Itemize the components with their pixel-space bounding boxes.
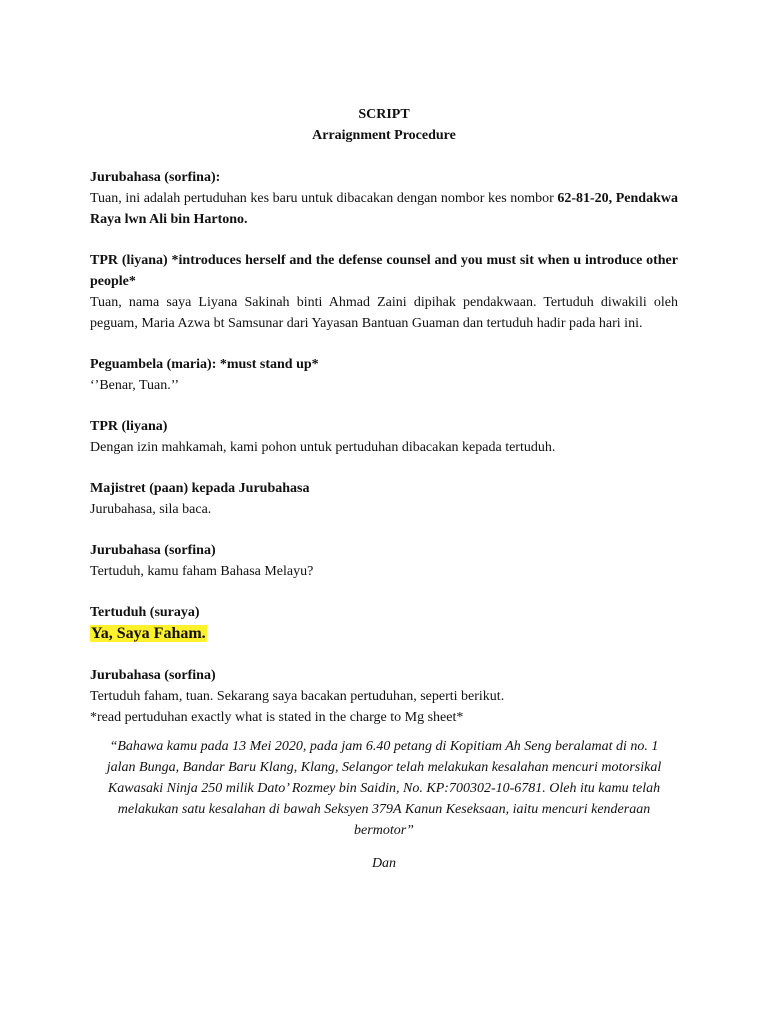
dialogue-text [90,188,678,230]
dialogue-text: Tertuduh, kamu faham Bahasa Melayu? [90,564,314,579]
dialogue-text [90,623,678,645]
highlighted-answer: Ya, Saya Faham. [91,625,206,642]
dialogue-text: Dengan izin mahkamah, kami pohon untuk pertuduhan dibacakan kepada tertuduh. [90,440,556,455]
dialogue-block [90,250,678,334]
speaker-label: Tertuduh (suraya) [90,605,200,620]
dialogue-text: Tertuduh faham, tuan. Sekarang saya bacakan pertuduhan, seperti berikut. [90,689,505,704]
dialogue-block [90,602,678,645]
speaker-label: Majistret (paan) kepada Jurubahasa [90,481,310,496]
speaker-label: Jurubahasa (sorfina) [90,543,216,558]
case-number-bold: 62-81-20, Pendakwa Raya lwn Ali bin Hartono. [90,191,678,227]
dialogue-block [90,540,678,582]
charge-footer: Dan [371,856,397,871]
dialogue-block [90,665,678,728]
dialogue-text: ‘’Benar, Tuan.’’ [90,378,179,393]
stage-note: *read pertuduhan exactly what is stated in the charge to Mg sheet* [90,710,464,725]
dialogue-block [90,416,678,458]
speaker-label: Jurubahasa (sorfina): [90,170,221,185]
document-page [90,104,678,874]
speaker-label: TPR (liyana) [90,419,168,434]
document-subtitle: Arraignment Procedure [312,128,456,143]
dialogue-block [90,167,678,230]
speaker-label: Peguambela (maria): *must stand up* [90,357,319,372]
dialogue-text: Jurubahasa, sila baca. [90,502,212,517]
dialogue-text-plain: Tuan, ini adalah pertuduhan kes baru untuk dibacakan dengan nombor kes nombor [90,191,558,206]
speaker-label: TPR (liyana) *introduces herself and the defense counsel and you must sit when u introduce other people* [90,253,678,289]
speaker-label: Jurubahasa (sorfina) [90,668,216,683]
dialogue-block [90,354,678,396]
charge-text: “Bahawa kamu pada 13 Mei 2020, pada jam 6.40 petang di Kopitiam Ah Seng beralamat di no. 1 jalan Bunga, Bandar Baru Klang, Klang, Selangor telah melakukan kesalahan mencuri motorsikal Kawasaki Ninja 250 milik Dato’ Rozmey bin Saidin, No. KP:700302-10-6781. Oleh itu kamu telah melakukan satu kesalahan di bawah Seksyen 379A Kanun Keseksaan, iaitu mencuri kenderaan bermotor” [106,739,662,838]
document-title: SCRIPT [358,107,410,122]
dialogue-text: Tuan, nama saya Liyana Sakinah binti Ahmad Zaini dipihak pendakwaan. Tertuduh diwakili oleh peguam, Maria Azwa bt Samsunar dari Yayasan Bantuan Guaman dan tertuduh hadir pada hari ini. [90,295,678,331]
dialogue-block [90,478,678,520]
